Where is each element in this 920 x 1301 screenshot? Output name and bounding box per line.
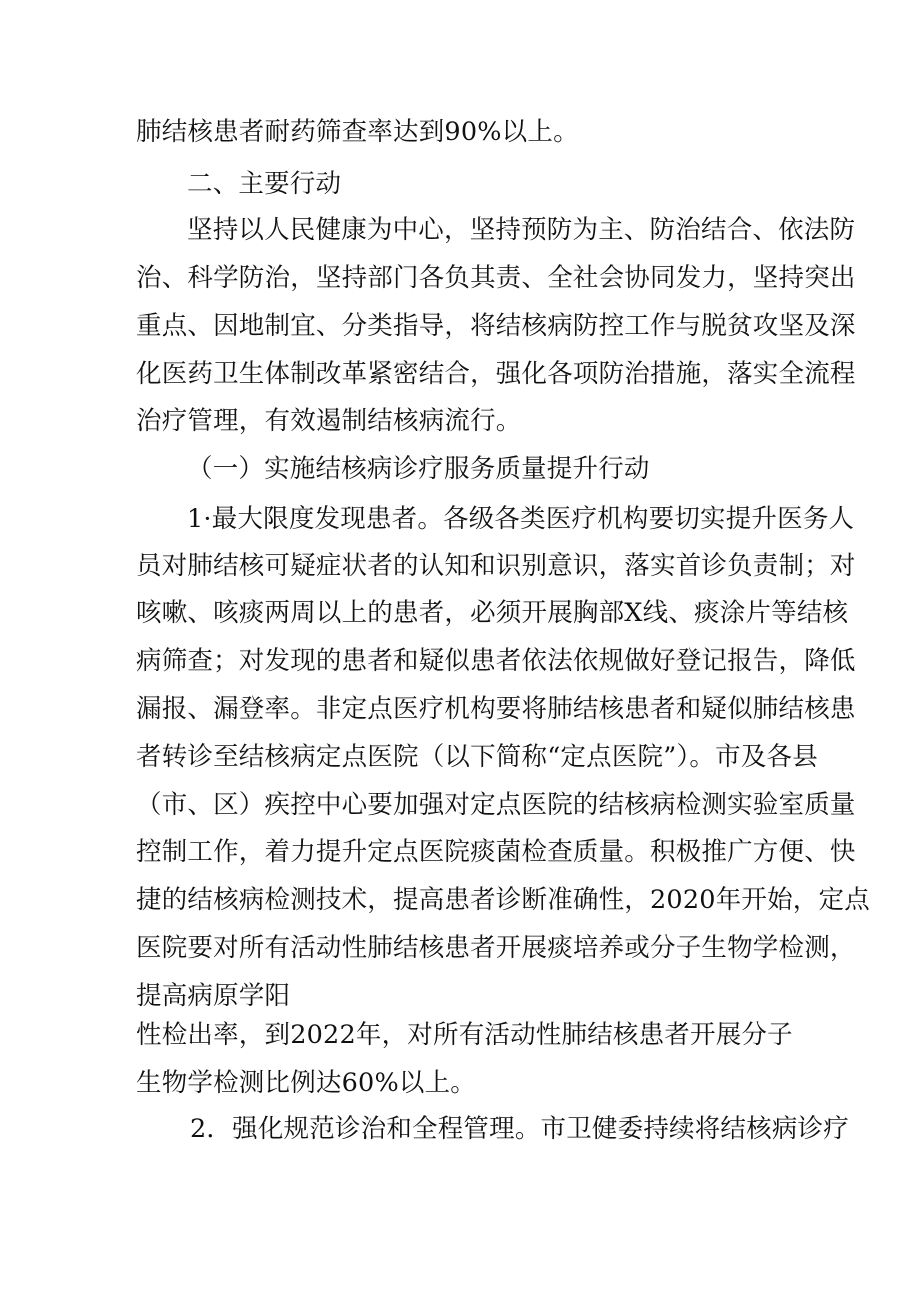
subsection-heading: （一）实施结核病诊疗服务质量提升行动 [187,454,650,484]
paragraph-line: （市、区）疾控中心要加强对定点医院的结核病检测实验室质量 [136,790,856,820]
paragraph-line: 2．强化规范诊治和全程管理。市卫健委持续将结核病诊疗 [190,1114,849,1144]
paragraph-line: 治疗管理，有效遏制结核病流行。 [136,406,522,436]
paragraph-line: 员对肺结核可疑症状者的认知和识别意识，落实首诊负责制；对 [136,551,856,581]
paragraph-line: 捷的结核病检测技术，提高患者诊断准确性，2020年开始，定点 [136,885,870,915]
paragraph-line: 坚持以人民健康为中心，坚持预防为主、防治结合、依法防 [187,215,856,245]
paragraph-line: 医院要对所有活动性肺结核患者开展痰培养或分子生物学检测， [136,933,856,963]
section-heading-main-actions: 二、主要行动 [187,169,342,199]
paragraph-line: 者转诊至结核病定点医院（以下简称“定点医院”）。市及各县 [136,742,818,772]
text-line-continuation: 肺结核患者耐药筛查率达到90%以上。 [136,117,579,147]
paragraph-line: 1·最大限度发现患者。各级各类医疗机构要切实提升医务人 [187,504,855,534]
paragraph-line: 漏报、漏登率。非定点医疗机构要将肺结核患者和疑似肺结核患 [136,694,856,724]
paragraph-line: 重点、因地制宜、分类指导，将结核病防控工作与脱贫攻坚及深 [136,311,856,341]
paragraph-line: 控制工作，着力提升定点医院痰菌检查质量。积极推广方便、快 [136,837,856,867]
paragraph-line: 提高病原学阳 [136,981,291,1011]
paragraph-line: 生物学检测比例达60%以上。 [136,1068,476,1098]
paragraph-line: 病筛查；对发现的患者和疑似患者依法依规做好登记报告，降低 [136,646,856,676]
paragraph-line: 化医药卫生体制改革紧密结合，强化各项防治措施，落实全流程 [136,359,856,389]
paragraph-line: 咳嗽、咳痰两周以上的患者，必须开展胸部X线、痰涂片等结核 [136,598,849,628]
paragraph-line: 性检出率，到2022年，对所有活动性肺结核患者开展分子 [136,1020,793,1050]
paragraph-line: 治、科学防治，坚持部门各负其责、全社会协同发力，坚持突出 [136,263,856,293]
